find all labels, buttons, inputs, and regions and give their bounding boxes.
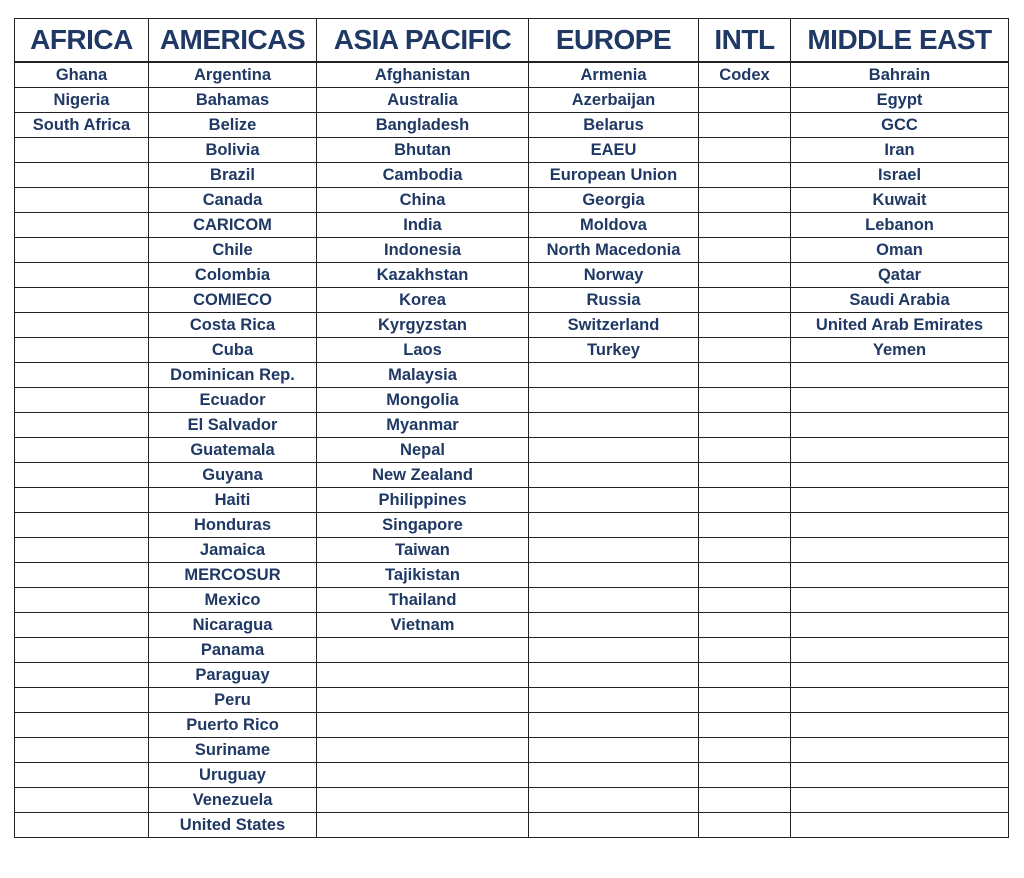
cell-africa	[15, 263, 149, 288]
cell-americas: Dominican Rep.	[149, 363, 317, 388]
cell-africa	[15, 688, 149, 713]
cell-africa	[15, 813, 149, 838]
cell-intl	[699, 513, 791, 538]
cell-americas: Nicaragua	[149, 613, 317, 638]
table-row	[15, 62, 1009, 88]
cell-asia-pacific: Philippines	[317, 488, 529, 513]
cell-asia-pacific: India	[317, 213, 529, 238]
cell-africa: Ghana	[15, 62, 149, 88]
cell-americas: Jamaica	[149, 538, 317, 563]
cell-europe: Switzerland	[529, 313, 699, 338]
cell-middle-east	[791, 563, 1009, 588]
cell-americas: Paraguay	[149, 663, 317, 688]
table-row	[15, 338, 1009, 363]
cell-intl	[699, 663, 791, 688]
cell-asia-pacific: Korea	[317, 288, 529, 313]
cell-middle-east	[791, 538, 1009, 563]
header-africa: AFRICA	[15, 19, 149, 63]
cell-intl	[699, 363, 791, 388]
cell-americas: El Salvador	[149, 413, 317, 438]
cell-middle-east: Saudi Arabia	[791, 288, 1009, 313]
cell-intl	[699, 238, 791, 263]
header-asia-pacific: ASIA PACIFIC	[317, 19, 529, 63]
cell-europe	[529, 813, 699, 838]
cell-intl	[699, 688, 791, 713]
cell-middle-east: Kuwait	[791, 188, 1009, 213]
cell-europe	[529, 613, 699, 638]
cell-intl	[699, 763, 791, 788]
cell-americas: Costa Rica	[149, 313, 317, 338]
table-row	[15, 538, 1009, 563]
cell-intl	[699, 438, 791, 463]
table-row	[15, 138, 1009, 163]
cell-europe: North Macedonia	[529, 238, 699, 263]
cell-intl	[699, 488, 791, 513]
cell-asia-pacific	[317, 663, 529, 688]
cell-asia-pacific	[317, 763, 529, 788]
cell-africa	[15, 388, 149, 413]
cell-africa: Nigeria	[15, 88, 149, 113]
cell-middle-east	[791, 788, 1009, 813]
cell-asia-pacific: New Zealand	[317, 463, 529, 488]
cell-asia-pacific: Bhutan	[317, 138, 529, 163]
cell-intl	[699, 813, 791, 838]
table-row	[15, 563, 1009, 588]
cell-americas: Brazil	[149, 163, 317, 188]
cell-asia-pacific: Vietnam	[317, 613, 529, 638]
cell-asia-pacific: Myanmar	[317, 413, 529, 438]
cell-intl	[699, 163, 791, 188]
cell-americas: Bahamas	[149, 88, 317, 113]
cell-europe: Norway	[529, 263, 699, 288]
table-row	[15, 663, 1009, 688]
table-row	[15, 688, 1009, 713]
cell-americas: Cuba	[149, 338, 317, 363]
cell-middle-east	[791, 638, 1009, 663]
cell-middle-east: United Arab Emirates	[791, 313, 1009, 338]
cell-middle-east: Egypt	[791, 88, 1009, 113]
cell-intl	[699, 788, 791, 813]
cell-asia-pacific: Cambodia	[317, 163, 529, 188]
cell-americas: MERCOSUR	[149, 563, 317, 588]
cell-europe: Azerbaijan	[529, 88, 699, 113]
cell-americas: COMIECO	[149, 288, 317, 313]
table-row	[15, 763, 1009, 788]
cell-europe	[529, 438, 699, 463]
cell-asia-pacific: Australia	[317, 88, 529, 113]
cell-middle-east	[791, 363, 1009, 388]
cell-middle-east	[791, 388, 1009, 413]
cell-asia-pacific	[317, 638, 529, 663]
cell-intl	[699, 638, 791, 663]
cell-middle-east	[791, 513, 1009, 538]
cell-intl	[699, 563, 791, 588]
cell-intl	[699, 113, 791, 138]
cell-asia-pacific	[317, 713, 529, 738]
cell-middle-east: Bahrain	[791, 62, 1009, 88]
cell-americas: CARICOM	[149, 213, 317, 238]
table-row	[15, 188, 1009, 213]
table-row	[15, 163, 1009, 188]
cell-intl	[699, 538, 791, 563]
cell-europe: Moldova	[529, 213, 699, 238]
cell-middle-east: Yemen	[791, 338, 1009, 363]
table-row	[15, 238, 1009, 263]
cell-europe	[529, 763, 699, 788]
table-row	[15, 313, 1009, 338]
cell-middle-east: GCC	[791, 113, 1009, 138]
cell-asia-pacific: Kyrgyzstan	[317, 313, 529, 338]
cell-europe	[529, 738, 699, 763]
cell-intl	[699, 738, 791, 763]
cell-asia-pacific: Bangladesh	[317, 113, 529, 138]
cell-africa	[15, 413, 149, 438]
table-row	[15, 588, 1009, 613]
cell-europe	[529, 588, 699, 613]
table-row	[15, 813, 1009, 838]
cell-middle-east	[791, 713, 1009, 738]
table-row	[15, 388, 1009, 413]
header-middle-east: MIDDLE EAST	[791, 19, 1009, 63]
cell-africa	[15, 338, 149, 363]
cell-middle-east	[791, 588, 1009, 613]
cell-intl	[699, 88, 791, 113]
cell-middle-east: Lebanon	[791, 213, 1009, 238]
cell-africa	[15, 213, 149, 238]
cell-americas: Belize	[149, 113, 317, 138]
cell-asia-pacific: Singapore	[317, 513, 529, 538]
cell-intl	[699, 288, 791, 313]
cell-asia-pacific: Thailand	[317, 588, 529, 613]
table-body	[15, 62, 1009, 838]
cell-asia-pacific: Mongolia	[317, 388, 529, 413]
cell-americas: Argentina	[149, 62, 317, 88]
cell-africa	[15, 563, 149, 588]
cell-middle-east	[791, 738, 1009, 763]
cell-africa: South Africa	[15, 113, 149, 138]
table-row	[15, 463, 1009, 488]
cell-europe	[529, 663, 699, 688]
cell-europe: Armenia	[529, 62, 699, 88]
cell-asia-pacific	[317, 688, 529, 713]
cell-americas: Mexico	[149, 588, 317, 613]
cell-intl	[699, 263, 791, 288]
cell-intl	[699, 713, 791, 738]
cell-intl	[699, 138, 791, 163]
header-intl: INTL	[699, 19, 791, 63]
cell-africa	[15, 613, 149, 638]
cell-africa	[15, 163, 149, 188]
table-row	[15, 513, 1009, 538]
cell-americas: Chile	[149, 238, 317, 263]
cell-asia-pacific: Indonesia	[317, 238, 529, 263]
cell-europe	[529, 688, 699, 713]
table-row	[15, 88, 1009, 113]
table-row	[15, 788, 1009, 813]
region-country-table	[14, 18, 1009, 838]
cell-intl	[699, 338, 791, 363]
cell-europe	[529, 713, 699, 738]
cell-africa	[15, 588, 149, 613]
cell-africa	[15, 363, 149, 388]
cell-africa	[15, 788, 149, 813]
table-row	[15, 613, 1009, 638]
cell-africa	[15, 738, 149, 763]
cell-africa	[15, 763, 149, 788]
cell-asia-pacific	[317, 813, 529, 838]
cell-asia-pacific	[317, 788, 529, 813]
cell-intl	[699, 188, 791, 213]
table-row	[15, 738, 1009, 763]
cell-europe	[529, 413, 699, 438]
cell-americas: Haiti	[149, 488, 317, 513]
cell-middle-east	[791, 438, 1009, 463]
cell-americas: Guatemala	[149, 438, 317, 463]
cell-africa	[15, 663, 149, 688]
cell-africa	[15, 238, 149, 263]
cell-intl	[699, 588, 791, 613]
cell-europe	[529, 513, 699, 538]
cell-americas: Honduras	[149, 513, 317, 538]
cell-middle-east	[791, 763, 1009, 788]
header-americas: AMERICAS	[149, 19, 317, 63]
cell-middle-east	[791, 488, 1009, 513]
cell-intl	[699, 613, 791, 638]
cell-americas: Uruguay	[149, 763, 317, 788]
cell-asia-pacific	[317, 738, 529, 763]
cell-africa	[15, 313, 149, 338]
cell-africa	[15, 513, 149, 538]
table-row	[15, 263, 1009, 288]
cell-africa	[15, 438, 149, 463]
cell-europe	[529, 538, 699, 563]
cell-asia-pacific: Laos	[317, 338, 529, 363]
cell-americas: Suriname	[149, 738, 317, 763]
cell-americas: Peru	[149, 688, 317, 713]
cell-europe	[529, 388, 699, 413]
cell-middle-east	[791, 663, 1009, 688]
cell-asia-pacific: Malaysia	[317, 363, 529, 388]
cell-intl	[699, 388, 791, 413]
cell-europe	[529, 463, 699, 488]
table-row	[15, 113, 1009, 138]
cell-middle-east: Israel	[791, 163, 1009, 188]
cell-africa	[15, 538, 149, 563]
cell-americas: Ecuador	[149, 388, 317, 413]
cell-europe	[529, 788, 699, 813]
table-row	[15, 288, 1009, 313]
cell-europe	[529, 363, 699, 388]
header-row	[15, 19, 1009, 63]
cell-americas: Bolivia	[149, 138, 317, 163]
cell-asia-pacific: China	[317, 188, 529, 213]
cell-middle-east	[791, 613, 1009, 638]
cell-europe: Georgia	[529, 188, 699, 213]
cell-intl	[699, 213, 791, 238]
table-row	[15, 363, 1009, 388]
cell-intl	[699, 313, 791, 338]
cell-middle-east	[791, 813, 1009, 838]
cell-africa	[15, 463, 149, 488]
cell-africa	[15, 288, 149, 313]
cell-asia-pacific: Afghanistan	[317, 62, 529, 88]
cell-asia-pacific: Taiwan	[317, 538, 529, 563]
cell-middle-east	[791, 688, 1009, 713]
cell-africa	[15, 713, 149, 738]
cell-middle-east	[791, 463, 1009, 488]
cell-africa	[15, 188, 149, 213]
cell-europe: Turkey	[529, 338, 699, 363]
cell-africa	[15, 488, 149, 513]
cell-intl	[699, 463, 791, 488]
cell-asia-pacific: Nepal	[317, 438, 529, 463]
cell-asia-pacific: Kazakhstan	[317, 263, 529, 288]
table-row	[15, 488, 1009, 513]
cell-europe	[529, 488, 699, 513]
cell-americas: Venezuela	[149, 788, 317, 813]
cell-europe: EAEU	[529, 138, 699, 163]
cell-middle-east: Oman	[791, 238, 1009, 263]
table-row	[15, 713, 1009, 738]
cell-americas: Guyana	[149, 463, 317, 488]
cell-africa	[15, 138, 149, 163]
table-row	[15, 213, 1009, 238]
cell-asia-pacific: Tajikistan	[317, 563, 529, 588]
cell-americas: Colombia	[149, 263, 317, 288]
header-europe: EUROPE	[529, 19, 699, 63]
cell-africa	[15, 638, 149, 663]
cell-middle-east: Qatar	[791, 263, 1009, 288]
cell-europe: Belarus	[529, 113, 699, 138]
table-row	[15, 638, 1009, 663]
cell-americas: Panama	[149, 638, 317, 663]
cell-americas: United States	[149, 813, 317, 838]
cell-middle-east: Iran	[791, 138, 1009, 163]
table-row	[15, 413, 1009, 438]
cell-europe: Russia	[529, 288, 699, 313]
cell-intl	[699, 413, 791, 438]
cell-europe	[529, 563, 699, 588]
cell-europe	[529, 638, 699, 663]
cell-intl: Codex	[699, 62, 791, 88]
table-row	[15, 438, 1009, 463]
cell-europe: European Union	[529, 163, 699, 188]
cell-americas: Canada	[149, 188, 317, 213]
cell-middle-east	[791, 413, 1009, 438]
cell-americas: Puerto Rico	[149, 713, 317, 738]
